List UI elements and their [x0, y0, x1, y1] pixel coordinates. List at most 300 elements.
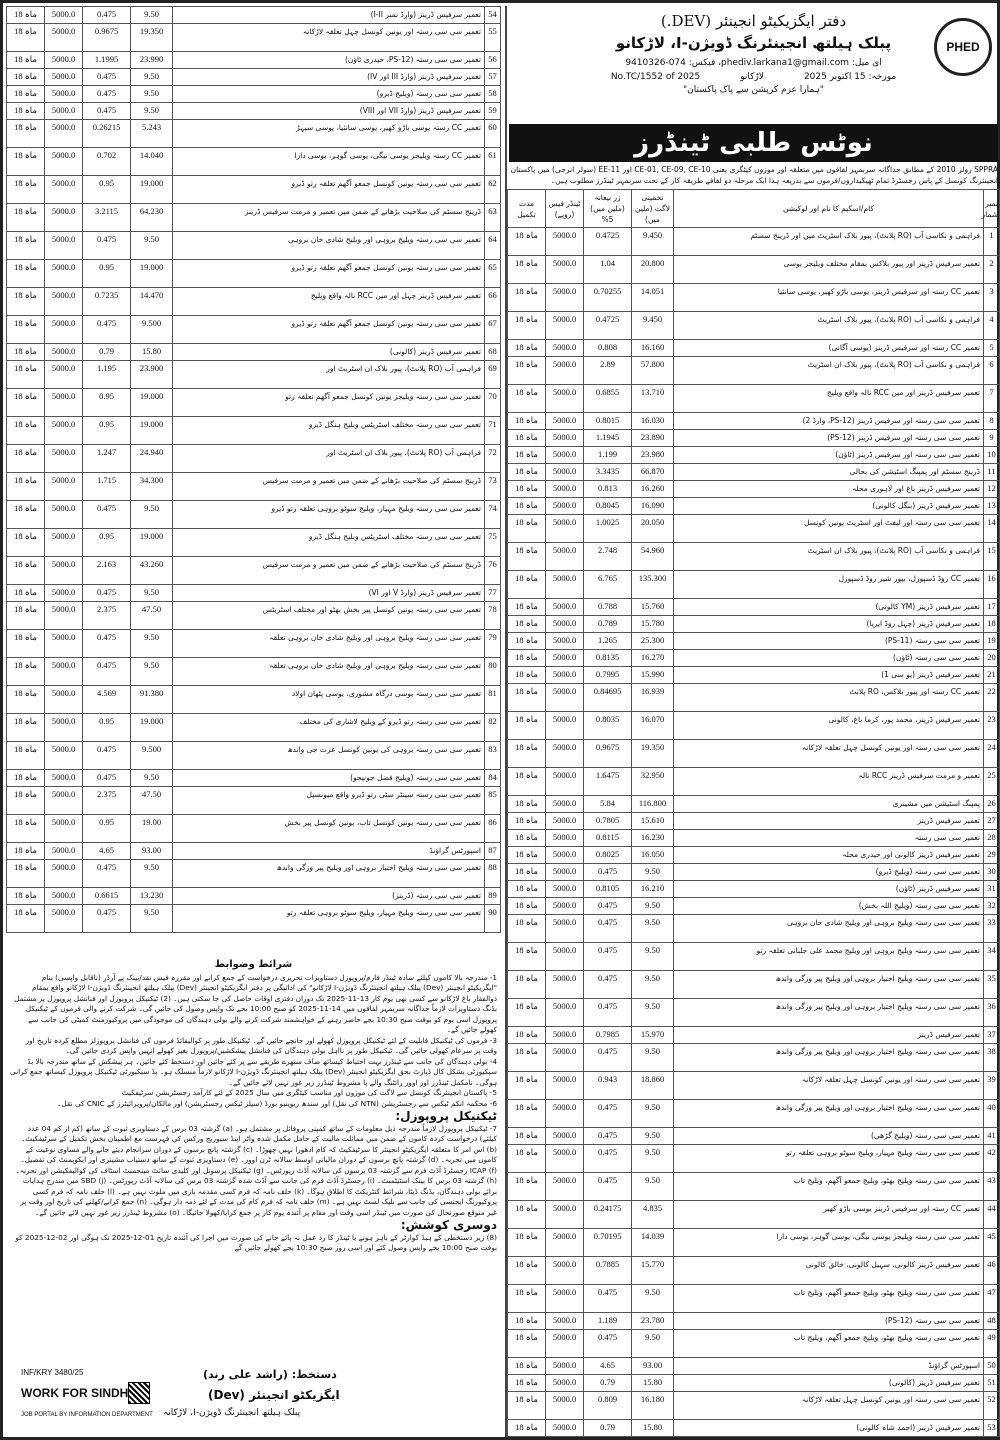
fee-cell: 5000.0 — [546, 633, 584, 650]
table-row — [508, 915, 1000, 943]
number-cell: 30 — [984, 864, 1000, 881]
cost-cell: 34.300 — [131, 473, 173, 501]
duration-cell: 18 ماہ — [7, 658, 45, 686]
cost-cell: 16.160 — [632, 340, 674, 357]
number-cell: 43 — [984, 1173, 1000, 1201]
security-cell: 2.375 — [83, 787, 131, 815]
number-cell: 87 — [485, 843, 501, 860]
table-row — [7, 361, 501, 389]
table-row — [7, 103, 501, 120]
fee-cell: 5000.0 — [45, 770, 83, 787]
description-cell: فراہمی و نکاسی آب (RO پلانٹ)، پیور بلاک اسٹریٹ میں اور ڈرینج سسٹم — [674, 228, 984, 256]
security-cell: 0.95 — [83, 714, 131, 742]
cost-cell: 23.900 — [131, 361, 173, 389]
number-cell: 3 — [984, 284, 1000, 312]
cost-cell: 9.50 — [632, 864, 674, 881]
number-cell: 25 — [984, 768, 1000, 796]
security-cell: 0.808 — [584, 340, 632, 357]
security-cell: 0.24175 — [584, 1201, 632, 1229]
cost-cell: 15.780 — [632, 616, 674, 633]
duration-cell: 18 ماہ — [508, 1330, 546, 1358]
duration-cell: 18 ماہ — [508, 284, 546, 312]
number-cell: 5 — [984, 340, 1000, 357]
fee-cell: 5000.0 — [546, 1072, 584, 1100]
security-cell: 0.6615 — [83, 888, 131, 905]
number-cell: 69 — [485, 361, 501, 389]
security-cell: 0.8025 — [584, 847, 632, 864]
inf-number: INF/KRY 3480/25 — [21, 1368, 84, 1377]
number-cell: 59 — [485, 103, 501, 120]
duration-cell: 18 ماہ — [508, 1313, 546, 1330]
cost-cell: 24.940 — [131, 445, 173, 473]
number-cell: 90 — [485, 905, 501, 933]
number-cell: 49 — [984, 1330, 1000, 1358]
duration-cell: 18 ماہ — [7, 52, 45, 69]
cost-cell: 19.000 — [131, 714, 173, 742]
table-row — [508, 1173, 1000, 1201]
fee-cell: 5000.0 — [546, 971, 584, 999]
security-cell: 4.65 — [584, 1358, 632, 1375]
duration-cell: 18 ماہ — [508, 847, 546, 864]
table-row — [7, 86, 501, 103]
duration-cell: 18 ماہ — [7, 417, 45, 445]
cost-cell: 4.835 — [632, 1201, 674, 1229]
duration-cell: 18 ماہ — [508, 543, 546, 571]
cost-cell: 9.50 — [632, 999, 674, 1027]
cost-cell: 43.260 — [131, 557, 173, 585]
fee-cell: 5000.0 — [546, 864, 584, 881]
fee-cell: 5000.0 — [45, 148, 83, 176]
security-cell: 0.4725 — [584, 228, 632, 256]
description-cell: تعمیر سی سی رستہ (PS-12) — [674, 1313, 984, 1330]
description-cell: تعمیر سرفیس ڈرینز (وارڈ نمبر I-II) — [173, 7, 485, 24]
fee-cell: 5000.0 — [546, 1375, 584, 1392]
cost-cell: 23.890 — [632, 430, 674, 447]
term-item: 6- محکمہ انکم ٹیکس سے رجسٹریشن (NTN کی نقل) اور سندھ ریوینیو بورڈ (سیلز ٹیکس رجسٹریشن) اور مالکان/پروپرائیٹرز کے CNIC کی نقل۔ — [57, 1098, 497, 1108]
cost-cell: 15.990 — [632, 667, 674, 684]
security-cell: 0.475 — [83, 742, 131, 770]
duration-cell: 18 ماہ — [7, 742, 45, 770]
cost-cell: 9.500 — [131, 316, 173, 344]
number-cell: 32 — [984, 898, 1000, 915]
notice-banner: نوٹس طلبی ٹینڈرز — [509, 124, 998, 162]
number-cell: 79 — [485, 630, 501, 658]
security-cell: 2.375 — [83, 602, 131, 630]
table-row — [508, 847, 1000, 864]
security-cell: 1.0025 — [584, 515, 632, 543]
term-item: 5- پاکستان انجینئرنگ کونسل سے لاگت کی موزوں اور مناسب کیٹگری میں سال 2025 کے لئے کارآمد رجسٹریشن سرٹیفکیٹ — [121, 1088, 497, 1097]
cost-cell: 9.50 — [632, 1285, 674, 1313]
number-cell: 37 — [984, 1027, 1000, 1044]
cost-cell: 9.50 — [131, 232, 173, 260]
table-row — [7, 148, 501, 176]
fee-cell: 5000.0 — [45, 260, 83, 288]
duration-cell: 18 ماہ — [7, 24, 45, 52]
description-cell: ڈرینج سسٹم کی صلاحیت بڑھانے کے ضمن میں تعمیر و مرمت سرفیس — [173, 473, 485, 501]
duration-cell: 18 ماہ — [7, 905, 45, 933]
cost-cell: 47.50 — [131, 787, 173, 815]
security-cell: 0.70255 — [584, 284, 632, 312]
signatory-name: دستخط: (راشد علی رند) — [203, 1368, 337, 1381]
duration-cell: 18 ماہ — [7, 389, 45, 417]
description-cell: تعمیر سرفیس ڈرینز اور مین RCC نالہ واقع ویلیج — [674, 385, 984, 413]
security-cell: 3.2115 — [83, 204, 131, 232]
table-row — [508, 256, 1000, 284]
description-cell: تعمیر سی سی رستہ اور یونین کونسل چہل تعلقہ لاڑکانہ — [674, 740, 984, 768]
cost-cell: 9.50 — [131, 7, 173, 24]
tender-table-right — [507, 189, 1000, 1437]
cost-cell: 9.50 — [131, 770, 173, 787]
security-cell: 0.9675 — [584, 740, 632, 768]
security-cell: 0.475 — [83, 905, 131, 933]
duration-cell: 18 ماہ — [7, 501, 45, 529]
cost-cell: 23.780 — [632, 1313, 674, 1330]
number-cell: 88 — [485, 860, 501, 888]
security-cell: 0.7985 — [584, 1027, 632, 1044]
table-row — [508, 284, 1000, 312]
description-cell: تعمیر و مرمت سرفیس ڈرینز RCC نالہ — [674, 768, 984, 796]
duration-cell: 18 ماہ — [7, 529, 45, 557]
description-cell: تعمیر سی سی رستہ ویلیج مہیار، ویلیج سوٹو بروہی تعلقہ رتو ڈیرو — [173, 501, 485, 529]
number-cell: 46 — [984, 1257, 1000, 1285]
notice-header — [507, 6, 1000, 189]
cost-cell: 14.051 — [632, 284, 674, 312]
duration-cell: 18 ماہ — [7, 630, 45, 658]
duration-cell: 18 ماہ — [7, 602, 45, 630]
cost-cell: 20.050 — [632, 515, 674, 543]
fee-cell: 5000.0 — [45, 501, 83, 529]
description-cell: تعمیر سرفیس ڈرینز باغ اور لاہوری محلہ — [674, 481, 984, 498]
duration-cell: 18 ماہ — [508, 813, 546, 830]
cost-cell: 14.040 — [131, 148, 173, 176]
table-row — [508, 385, 1000, 413]
header-duration: مدت تکمیل — [508, 190, 546, 228]
cost-cell: 19.00 — [131, 815, 173, 843]
number-cell: 38 — [984, 1044, 1000, 1072]
duration-cell: 18 ماہ — [508, 999, 546, 1027]
table-row — [7, 888, 501, 905]
description-cell: تعمیر سی سی رستہ اور یونین کونسل چہل تعلقہ لاڑکانہ — [173, 24, 485, 52]
description-cell: تعمیر سی سی رستہ ویلیج اختیار بروہی اور ویلیج پیر وزگی واندھ — [173, 860, 485, 888]
description-cell: تعمیر سی سی رستہ یونین کونسل پیر بخش بھٹو اور مختلف اسٹریٹس — [173, 602, 485, 630]
table-row — [7, 389, 501, 417]
security-cell: 0.475 — [83, 86, 131, 103]
table-row — [508, 312, 1000, 340]
table-row — [7, 787, 501, 815]
description-cell: تعمیر سی سی رستہ سینٹر سٹی رتو ڈیرو واقع میونسپل — [173, 787, 485, 815]
fee-cell: 5000.0 — [546, 284, 584, 312]
number-cell: 21 — [984, 667, 1000, 684]
description-cell: تعمیر CC رستہ اور سرفیس ڈرینز (یوسی آگانی) — [674, 340, 984, 357]
duration-cell: 18 ماہ — [7, 148, 45, 176]
ref-number: No.TC/1552 of 2025 — [610, 72, 701, 82]
description-cell: تعمیر سرفیس ڈرینز (یو سی 1) — [674, 667, 984, 684]
fee-cell: 5000.0 — [546, 1358, 584, 1375]
description-cell: تعمیر سی سی رستہ ویلیج مہیار، ویلیج سوٹو بروہی تعلقہ رتو — [173, 905, 485, 933]
duration-cell: 18 ماہ — [508, 830, 546, 847]
number-cell: 22 — [984, 684, 1000, 712]
table-row — [7, 204, 501, 232]
fee-cell: 5000.0 — [45, 585, 83, 602]
table-row — [7, 905, 501, 933]
fee-cell: 5000.0 — [546, 999, 584, 1027]
security-cell: 0.8045 — [584, 498, 632, 515]
number-cell: 60 — [485, 120, 501, 148]
cost-cell: 16.050 — [632, 847, 674, 864]
duration-cell: 18 ماہ — [508, 1358, 546, 1375]
cost-cell: 9.50 — [632, 971, 674, 999]
security-cell: 0.809 — [584, 1392, 632, 1420]
number-cell: 85 — [485, 787, 501, 815]
table-row — [7, 417, 501, 445]
table-row — [508, 1229, 1000, 1257]
table-row — [508, 1392, 1000, 1420]
security-cell: 0.475 — [83, 69, 131, 86]
number-cell: 39 — [984, 1072, 1000, 1100]
fee-cell: 5000.0 — [45, 815, 83, 843]
fee-cell: 5000.0 — [45, 658, 83, 686]
fee-cell: 5000.0 — [546, 464, 584, 481]
cost-cell: 9.500 — [131, 742, 173, 770]
table-row — [7, 501, 501, 529]
description-cell: تعمیر سی سی رستہ ویلیج اختیار بروہی اور ویلیج پیر وزگی واندھ — [674, 971, 984, 999]
security-cell: 2.163 — [83, 557, 131, 585]
security-cell: 1.195 — [83, 361, 131, 389]
number-cell: 20 — [984, 650, 1000, 667]
term-item: 3- فرموں کی ٹیکنیکل قابلیت کے لئے ٹیکنیکل پروپوزل کھولے اور جانچے جائیں گے۔ ٹیکنیکل طور پر کوالیفائڈ فرموں کی فنانشل پروپوزلز مطلع کردہ تاریخ اور وقت پر سرعام کھولی جائیں گی۔ ٹیکنیکل طور پر نااہل بولی دہندگان کی فنانشل پیشکشیں/پروپوزل بغیر کھولے انہیں واپس کردی جائیں گی۔ — [25, 1035, 497, 1055]
fee-cell: 5000.0 — [546, 898, 584, 915]
number-cell: 50 — [984, 1358, 1000, 1375]
logo-text: PHED — [946, 40, 980, 54]
number-cell: 18 — [984, 616, 1000, 633]
number-cell: 62 — [485, 176, 501, 204]
date: مورخہ: 15 اکتوبر 2025 — [803, 72, 897, 82]
number-cell: 41 — [984, 1128, 1000, 1145]
duration-cell: 18 ماہ — [7, 7, 45, 24]
number-cell: 12 — [984, 481, 1000, 498]
fee-cell: 5000.0 — [45, 843, 83, 860]
cost-cell: 15.970 — [632, 1027, 674, 1044]
fee-cell: 5000.0 — [546, 1128, 584, 1145]
table-row — [508, 1330, 1000, 1358]
duration-cell: 18 ماہ — [508, 1420, 546, 1437]
tender-table-left — [6, 6, 501, 933]
table-row — [508, 1044, 1000, 1072]
number-cell: 31 — [984, 881, 1000, 898]
table-row — [508, 413, 1000, 430]
cost-cell: 5.243 — [131, 120, 173, 148]
work-for-sindh-logo: WORK FOR SINDH — [21, 1386, 129, 1400]
table-row — [7, 658, 501, 686]
security-cell: 1.247 — [83, 445, 131, 473]
cost-cell: 13.710 — [632, 385, 674, 413]
security-cell: 0.7995 — [584, 667, 632, 684]
fee-cell: 5000.0 — [546, 1145, 584, 1173]
security-cell: 0.79 — [584, 1420, 632, 1437]
security-cell: 0.95 — [83, 529, 131, 557]
security-cell: 2.748 — [584, 543, 632, 571]
duration-cell: 18 ماہ — [7, 770, 45, 787]
duration-cell: 18 ماہ — [508, 915, 546, 943]
fee-cell: 5000.0 — [546, 830, 584, 847]
fee-cell: 5000.0 — [45, 344, 83, 361]
fee-cell: 5000.0 — [45, 787, 83, 815]
cost-cell: 14.470 — [131, 288, 173, 316]
duration-cell: 18 ماہ — [7, 843, 45, 860]
table-row — [508, 971, 1000, 999]
duration-cell: 18 ماہ — [7, 585, 45, 602]
number-cell: 42 — [984, 1145, 1000, 1173]
security-cell: 0.943 — [584, 1072, 632, 1100]
number-cell: 13 — [984, 498, 1000, 515]
cost-cell: 9.50 — [131, 501, 173, 529]
cost-cell: 93.00 — [632, 1358, 674, 1375]
table-row — [508, 357, 1000, 385]
duration-cell: 18 ماہ — [7, 232, 45, 260]
duration-cell: 18 ماہ — [7, 288, 45, 316]
description-cell: تعمیر سی سی رستہ (PS-11) — [674, 633, 984, 650]
duration-cell: 18 ماہ — [7, 316, 45, 344]
security-cell: 0.788 — [584, 599, 632, 616]
cost-cell: 91.380 — [131, 686, 173, 714]
second-attempt-text: (8) زیر دستخطی کے ہیڈ کوارٹر کے باہر ہونے یا ٹینڈر کا رد عمل نہ پائے جانے کی صورت میں اجرا کی آئندہ تاریخ 01-12-2025 تک ہوگی اور 02-12-2025 کو بوقت صبح 10:00 بجے واپس وصول کئے اور اسی روز صبح 10:30 بجے کھولے جائیں گے — [15, 1232, 497, 1252]
fee-cell: 5000.0 — [45, 120, 83, 148]
table-row — [508, 1128, 1000, 1145]
description-cell: تعمیر سرفیس ڈرینز (احمد شاہ کالونی) — [674, 1420, 984, 1437]
fee-cell: 5000.0 — [546, 571, 584, 599]
duration-cell: 18 ماہ — [508, 898, 546, 915]
number-cell: 19 — [984, 633, 1000, 650]
number-cell: 77 — [485, 585, 501, 602]
security-cell: 0.79 — [83, 344, 131, 361]
description-cell: فراہمی آب (RO پلانٹ)، پیور بلاک ان اسٹریٹ اور — [173, 445, 485, 473]
number-cell: 9 — [984, 430, 1000, 447]
table-row — [508, 616, 1000, 633]
duration-cell: 18 ماہ — [508, 1375, 546, 1392]
security-cell: 0.475 — [584, 971, 632, 999]
security-cell: 1.189 — [584, 1313, 632, 1330]
description-cell: تعمیر CC روڈ ڈسپوزل، بیور شیر روڈ ڈسپوزل — [674, 571, 984, 599]
security-cell: 1.265 — [584, 633, 632, 650]
description-cell: تعمیر سرفیس ڈرینز (YM کالونی) — [674, 599, 984, 616]
right-column — [505, 6, 1000, 1437]
security-cell: 0.84695 — [584, 684, 632, 712]
description-cell: تعمیر سی سی رستہ ویلیج بروہی اور ویلیج شادی خان بروہی تعلقہ — [173, 630, 485, 658]
table-row — [508, 881, 1000, 898]
table-row — [7, 232, 501, 260]
fee-cell: 5000.0 — [546, 667, 584, 684]
cost-cell: 9.50 — [131, 630, 173, 658]
cost-cell: 66.870 — [632, 464, 674, 481]
table-row — [7, 529, 501, 557]
description-cell: تعمیر سی سی رستہ ویلیج اختیار بروہی اور ویلیج پیر وزگی واندھ — [674, 1044, 984, 1072]
cost-cell: 9.450 — [632, 312, 674, 340]
number-cell: 63 — [485, 204, 501, 232]
duration-cell: 18 ماہ — [508, 1201, 546, 1229]
duration-cell: 18 ماہ — [508, 1145, 546, 1173]
description-cell: تعمیر سرفیس ڈرینز، محمد پور، کرما باغ، کالونی — [674, 712, 984, 740]
fee-cell: 5000.0 — [45, 473, 83, 501]
cost-cell: 19.000 — [131, 260, 173, 288]
fee-cell: 5000.0 — [45, 103, 83, 120]
cost-cell: 15.80 — [632, 1420, 674, 1437]
table-row — [508, 768, 1000, 796]
cost-cell: 16.090 — [632, 498, 674, 515]
table-row — [508, 633, 1000, 650]
fee-cell: 5000.0 — [45, 602, 83, 630]
security-cell: 0.8015 — [584, 413, 632, 430]
duration-cell: 18 ماہ — [508, 1229, 546, 1257]
number-cell: 75 — [485, 529, 501, 557]
fee-cell: 5000.0 — [546, 1313, 584, 1330]
cost-cell: 32.950 — [632, 768, 674, 796]
table-row — [7, 860, 501, 888]
fee-cell: 5000.0 — [546, 768, 584, 796]
fee-cell: 5000.0 — [45, 52, 83, 69]
description-cell: تعمیر سرفیس ڈرینز (وارڈ VII اور VIII) — [173, 103, 485, 120]
cost-cell: 19.000 — [131, 529, 173, 557]
security-cell: 4.569 — [83, 686, 131, 714]
city: لاڑکانو — [740, 72, 764, 82]
duration-cell: 18 ماہ — [508, 571, 546, 599]
duration-cell: 18 ماہ — [508, 357, 546, 385]
description-cell: تعمیر سرفیس ڈرینز — [674, 813, 984, 830]
cost-cell: 9.50 — [632, 915, 674, 943]
number-cell: 65 — [485, 260, 501, 288]
cost-cell: 16.070 — [632, 712, 674, 740]
number-cell: 58 — [485, 86, 501, 103]
number-cell: 27 — [984, 813, 1000, 830]
cost-cell: 9.50 — [131, 585, 173, 602]
duration-cell: 18 ماہ — [508, 1072, 546, 1100]
description-cell: تعمیر سی سی رستہ یونین کونسل جمعو آگھم تعلقہ رتو ڈیرو — [173, 260, 485, 288]
table-row — [7, 260, 501, 288]
description-cell: تعمیر سی سی رستہ اور یونین کونسل چہل تعلقہ لاڑکانہ — [674, 1072, 984, 1100]
security-cell: 0.475 — [83, 232, 131, 260]
description-cell: تعمیر CC رستہ ویلیجز یوسی نیگی، یوسی گوہر، یوسی دارا — [173, 148, 485, 176]
table-row — [508, 1358, 1000, 1375]
duration-cell: 18 ماہ — [508, 768, 546, 796]
fee-cell: 5000.0 — [45, 69, 83, 86]
cost-cell: 25.300 — [632, 633, 674, 650]
fee-cell: 5000.0 — [546, 847, 584, 864]
number-cell: 28 — [984, 830, 1000, 847]
cost-cell: 9.50 — [632, 1145, 674, 1173]
cost-cell: 9.50 — [632, 943, 674, 971]
security-cell: 0.475 — [584, 1330, 632, 1358]
duration-cell: 18 ماہ — [508, 340, 546, 357]
fee-cell: 5000.0 — [45, 316, 83, 344]
cost-cell: 9.50 — [131, 860, 173, 888]
description-cell: تعمیر سی سی رستہ (ویلیج فضل جونیجو) — [173, 770, 485, 787]
security-cell: 0.7885 — [584, 1257, 632, 1285]
table-row — [508, 1027, 1000, 1044]
cost-cell: 16.210 — [632, 881, 674, 898]
description-cell: تعمیر سرفیس ڈرینز کالونی اور حیدری محلہ — [674, 847, 984, 864]
security-cell: 0.95 — [83, 260, 131, 288]
table-header-row — [508, 190, 1000, 228]
description-cell: تعمیر سرفیس ڈرینز (چہل روڈ ایریا) — [674, 616, 984, 633]
table-row — [508, 1145, 1000, 1173]
cost-cell: 9.50 — [131, 86, 173, 103]
table-row — [7, 69, 501, 86]
description-cell: تعمیر سی سی رستہ اور سرفیس ڈرینز (PS-12، وارڈ 2) — [674, 413, 984, 430]
duration-cell: 18 ماہ — [508, 684, 546, 712]
number-cell: 89 — [485, 888, 501, 905]
duration-cell: 18 ماہ — [508, 1044, 546, 1072]
number-cell: 57 — [485, 69, 501, 86]
duration-cell: 18 ماہ — [7, 103, 45, 120]
